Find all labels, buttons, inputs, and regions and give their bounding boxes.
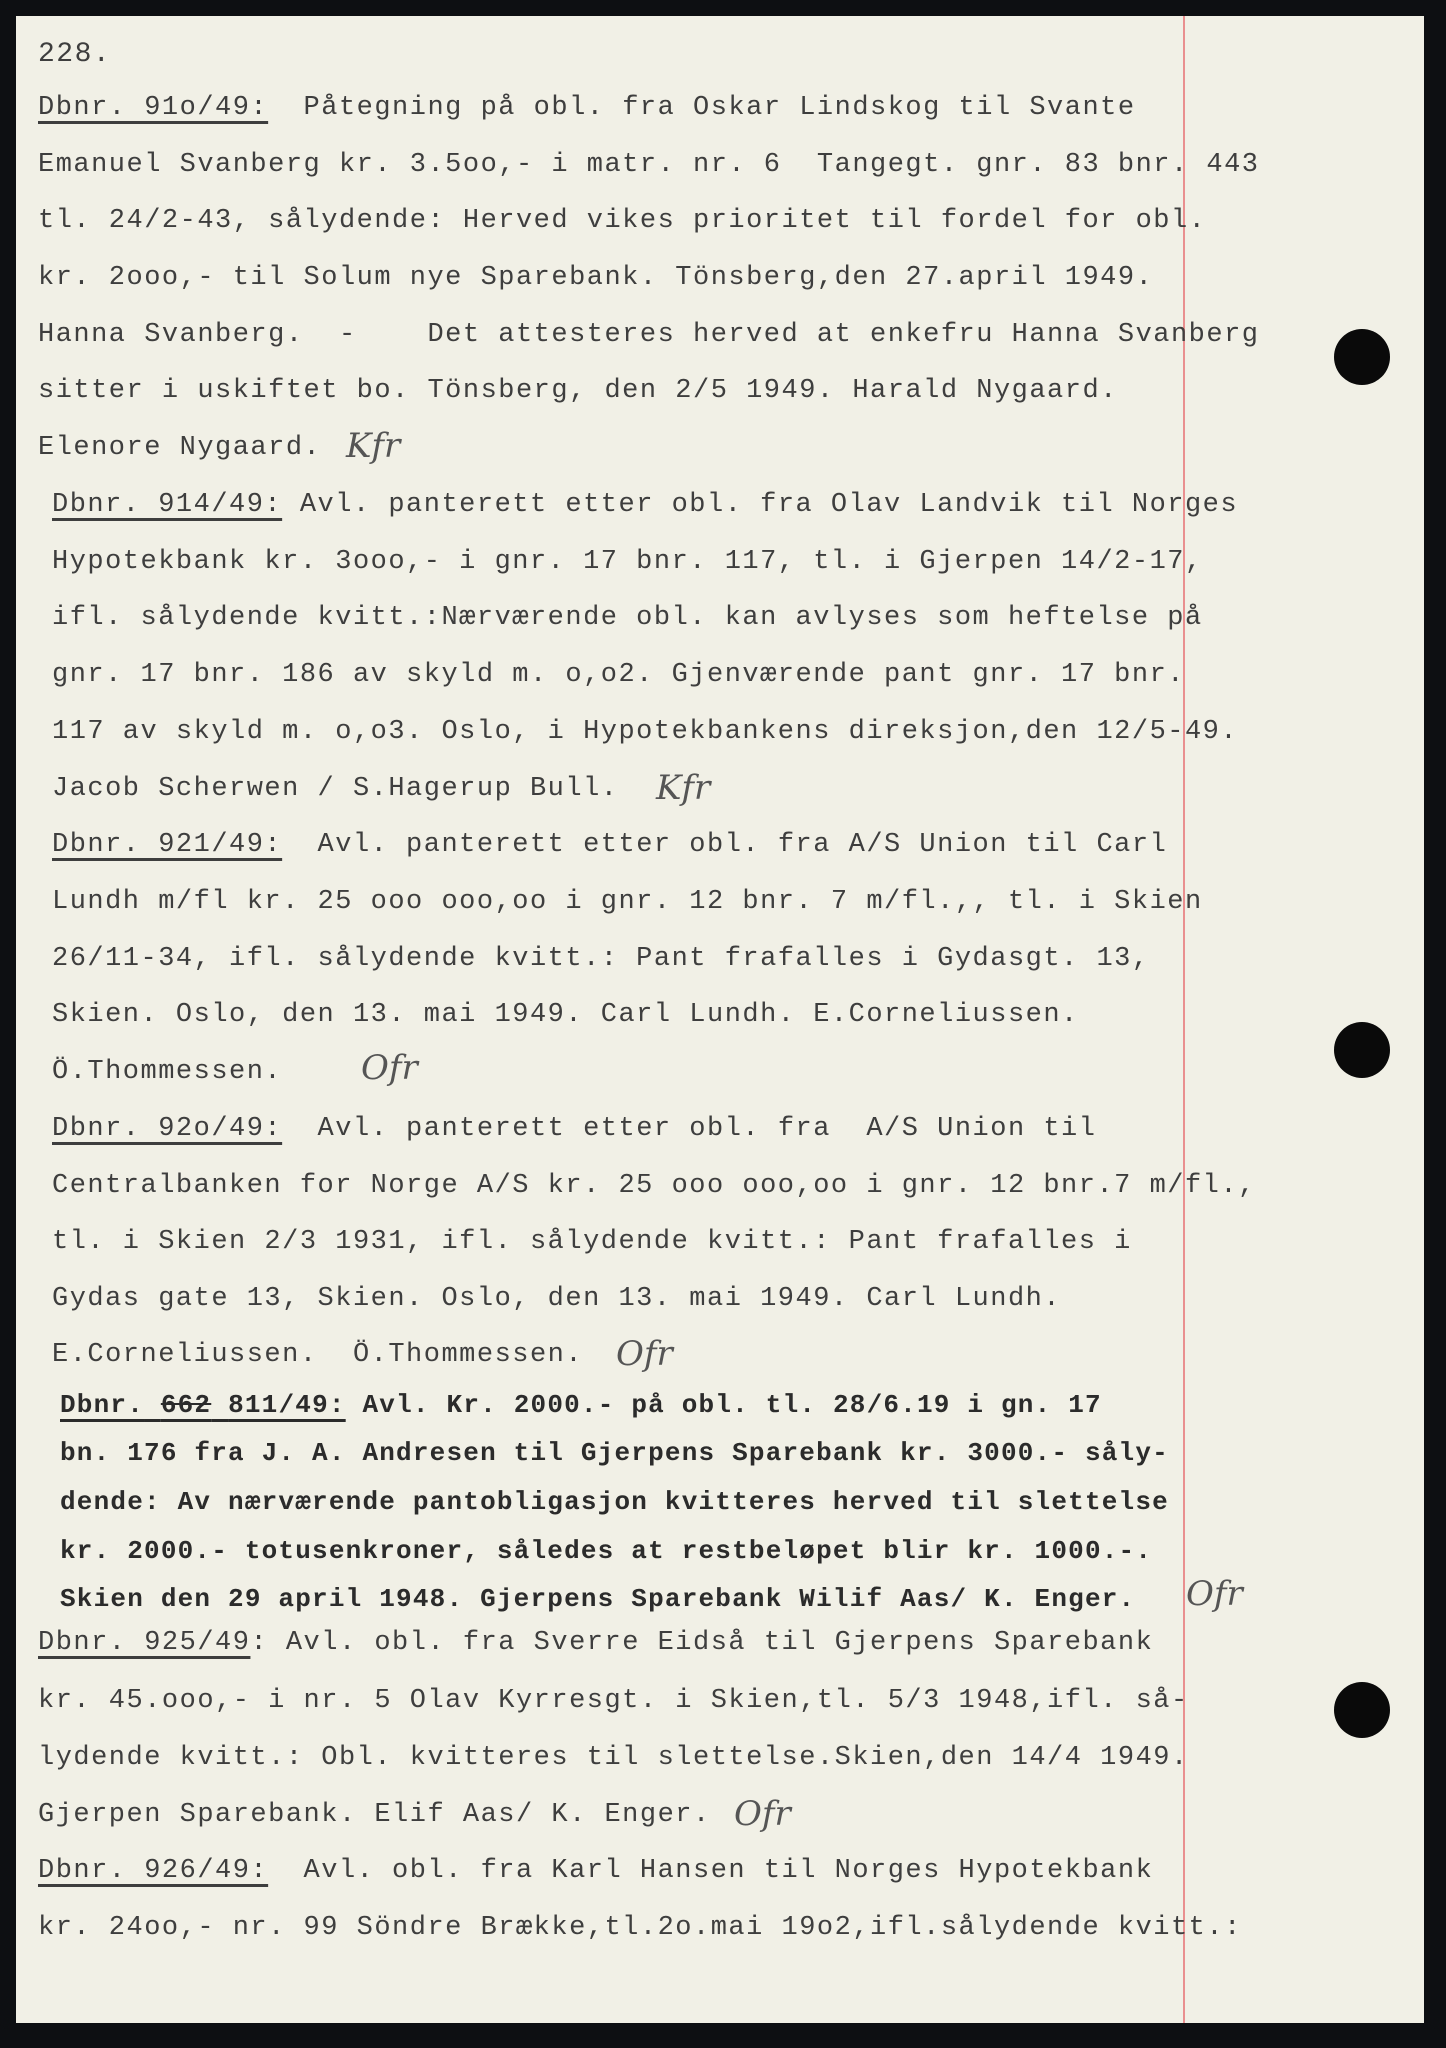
- entry-ref: Dbnr. 925/49: [38, 1628, 251, 1658]
- handwritten-initials: Ofr: [616, 1334, 673, 1374]
- entry-text: tl. 24/2-43, sålydende: Herved vikes prioritet til fordel for obl.: [38, 206, 1207, 236]
- entry-text: Avl. Kr. 2000.- på obl. tl. 28/6.19 i gn. 17: [362, 1390, 1102, 1420]
- entry-text: Lundh m/fl kr. 25 ooo ooo,oo i gnr. 12 bnr. 7 m/fl.,, tl. i Skien: [52, 887, 1203, 917]
- entry-ref: Dbnr. 921/49:: [52, 830, 283, 860]
- page-number: 228.: [38, 39, 112, 70]
- punch-hole-icon: [1334, 329, 1390, 385]
- register-page: [16, 16, 1424, 2023]
- entry-text: E.Corneliussen. Ö.Thommessen.: [52, 1340, 584, 1370]
- entry-text: bn. 176 fra J. A. Andresen til Gjerpens Sparebank kr. 3000.- såly-: [60, 1438, 1169, 1468]
- entry-text: Gjerpen Sparebank. Elif Aas/ K. Enger.: [38, 1800, 711, 1830]
- entry-ref: Dbnr. 926/49:: [38, 1856, 269, 1886]
- handwritten-initials: Ofr: [1186, 1574, 1243, 1614]
- entry-text: dende: Av nærværende pantobligasjon kvitteres herved til slettelse: [60, 1487, 1169, 1517]
- entry-text: ifl. sålydende kvitt.:Nærværende obl. kan avlyses som heftelse på: [52, 603, 1203, 633]
- entry-text: Hypotekbank kr. 3ooo,- i gnr. 17 bnr. 117, tl. i Gjerpen 14/2-17,: [52, 547, 1203, 577]
- entry-text: kr. 45.ooo,- i nr. 5 Olav Kyrresgt. i Skien,tl. 5/3 1948,ifl. så-: [38, 1686, 1189, 1716]
- entry-text: Påtegning på obl. fra Oskar Lindskog til Svante: [303, 93, 1136, 123]
- entry-text: : Avl. obl. fra Sverre Eidså til Gjerpens Sparebank: [250, 1628, 1154, 1658]
- entry-text: Hanna Svanberg. - Det attesteres herved at enkefru Hanna Svanberg: [38, 320, 1260, 350]
- entry-ref: Dbnr. 914/49:: [52, 490, 283, 520]
- entry-text: Avl. obl. fra Karl Hansen til Norges Hypotekbank: [303, 1856, 1154, 1886]
- entry-text: tl. i Skien 2/3 1931, ifl. sålydende kvitt.: Pant frafalles i: [52, 1227, 1132, 1257]
- entry-text: sitter i uskiftet bo. Tönsberg, den 2/5 1949. Harald Nygaard.: [38, 376, 1118, 406]
- handwritten-initials: Ofr: [734, 1794, 791, 1834]
- entry-text: Gydas gate 13, Skien. Oslo, den 13. mai 1949. Carl Lundh.: [52, 1284, 1062, 1314]
- struck-number: 662: [160, 1390, 212, 1420]
- entry-text: Emanuel Svanberg kr. 3.5oo,- i matr. nr. 6 Tangegt. gnr. 83 bnr. 443: [38, 150, 1260, 180]
- punch-hole-icon: [1334, 1022, 1390, 1078]
- entry-text: Elenore Nygaard.: [38, 433, 322, 463]
- entry-text: 117 av skyld m. o,o3. Oslo, i Hypotekbankens direksjon,den 12/5-49.: [52, 717, 1239, 747]
- entry-text: kr. 24oo,- nr. 99 Söndre Brække,tl.2o.mai 19o2,ifl.sålydende kvitt.:: [38, 1913, 1242, 1943]
- handwritten-initials: Kfr: [656, 768, 711, 808]
- entry-text: kr. 2000.- totusenkroner, således at restbeløpet blir kr. 1000.-.: [60, 1536, 1153, 1566]
- entry-text: Avl. panterett etter obl. fra Olav Landvik til Norges: [299, 490, 1239, 520]
- entry-ref: Dbnr. 91o/49:: [38, 93, 269, 123]
- entry-text: 26/11-34, ifl. sålydende kvitt.: Pant frafalles i Gydasgt. 13,: [52, 944, 1150, 974]
- entry-text: Centralbanken for Norge A/S kr. 25 ooo ooo,oo i gnr. 12 bnr.7 m/fl.,: [52, 1171, 1256, 1201]
- entry-text: Avl. panterett etter obl. fra A/S Union til: [317, 1114, 1097, 1144]
- entry-text: gnr. 17 bnr. 186 av skyld m. o,o2. Gjenværende pant gnr. 17 bnr.: [52, 660, 1185, 690]
- entry-text: lydende kvitt.: Obl. kvitteres til slettelse.Skien,den 14/4 1949.: [38, 1743, 1189, 1773]
- entry-text: kr. 2ooo,- til Solum nye Sparebank. Tönsberg,den 27.april 1949.: [38, 263, 1154, 293]
- entry-text: Skien. Oslo, den 13. mai 1949. Carl Lundh. E.Corneliussen.: [52, 1000, 1079, 1030]
- handwritten-initials: Ofr: [361, 1048, 418, 1088]
- entry-text: Skien den 29 april 1948. Gjerpens Sparebank Wilif Aas/ K. Enger.: [60, 1584, 1136, 1614]
- entry-text: Jacob Scherwen / S.Hagerup Bull.: [52, 774, 619, 804]
- handwritten-initials: Kfr: [346, 426, 401, 466]
- entry-ref: Dbnr. 662 811/49:: [60, 1390, 346, 1420]
- entry-ref: Dbnr. 92o/49:: [52, 1114, 283, 1144]
- entry-text: Ö.Thommessen.: [52, 1057, 283, 1087]
- punch-hole-icon: [1334, 1682, 1390, 1738]
- entry-text: Avl. panterett etter obl. fra A/S Union til Carl: [317, 830, 1168, 860]
